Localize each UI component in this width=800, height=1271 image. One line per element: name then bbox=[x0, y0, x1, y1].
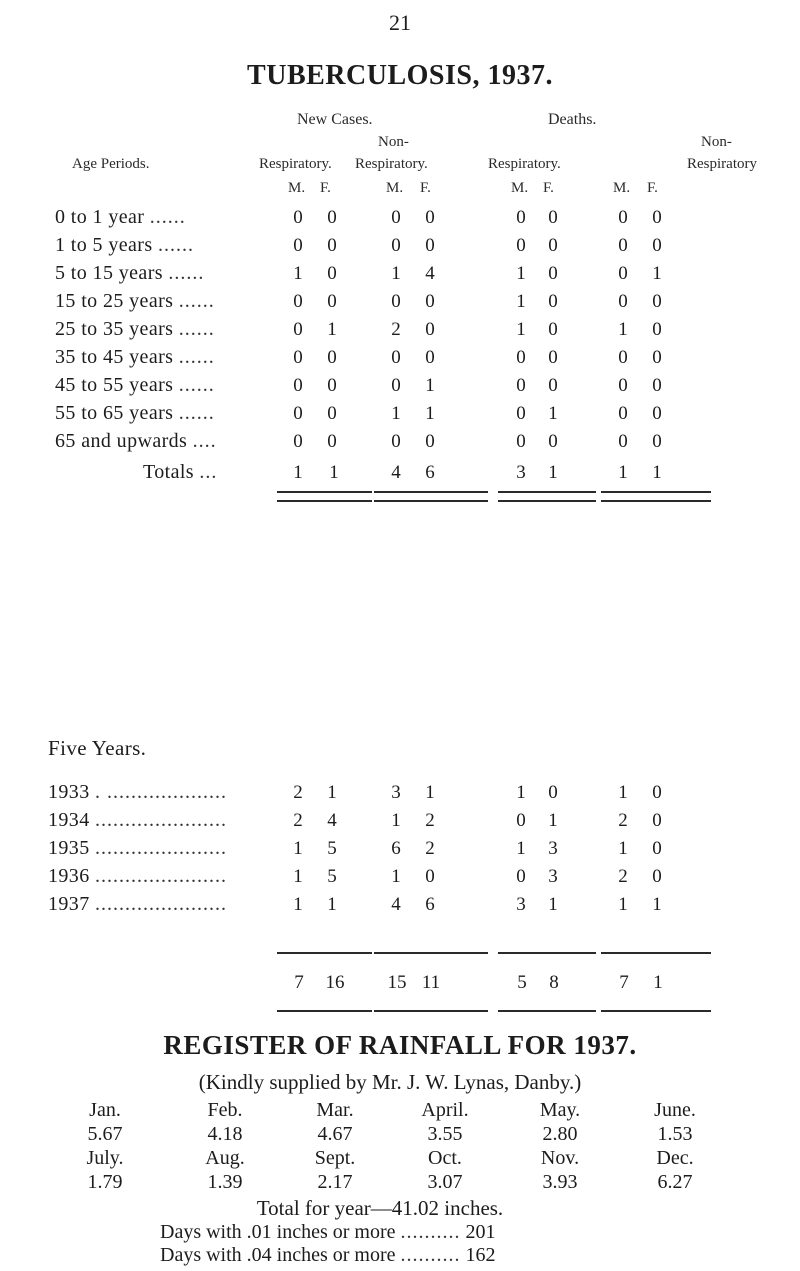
rainfall-credit: (Kindly supplied by Mr. J. W. Lynas, Danby.) bbox=[198, 1070, 582, 1094]
five-year-cell: 1 bbox=[548, 894, 558, 915]
five-years-total-cell: 15 bbox=[387, 972, 407, 993]
days-01-label: Days with .01 inches or more bbox=[160, 1221, 396, 1243]
rainfall-value: 3.07 bbox=[427, 1171, 463, 1193]
age-period-cell: 0 bbox=[548, 291, 558, 312]
five-year-cell: 2 bbox=[618, 866, 628, 887]
five-year-cell: 0 bbox=[548, 782, 558, 803]
age-period-cell: 0 bbox=[618, 347, 628, 368]
days-04-row bbox=[160, 1245, 496, 1265]
rainfall-title: REGISTER OF RAINFALL FOR 1937. bbox=[163, 1030, 637, 1060]
five-year-cell: 1 bbox=[652, 894, 662, 915]
age-period-cell: 1 bbox=[548, 403, 558, 424]
age-period-cell: 0 bbox=[548, 235, 558, 256]
five-years-total-cell: 16 bbox=[325, 972, 345, 993]
age-period-cell: 0 bbox=[548, 207, 558, 228]
age-period-dots: ...... bbox=[157, 234, 194, 256]
age-period-label bbox=[55, 207, 186, 227]
five-year-label bbox=[48, 782, 227, 802]
rainfall-value: 2.80 bbox=[542, 1123, 578, 1145]
age-period-cell: 0 bbox=[327, 291, 337, 312]
five-year-cell: 3 bbox=[548, 866, 558, 887]
age-period-cell: 0 bbox=[652, 207, 662, 228]
rainfall-month: Dec. bbox=[656, 1147, 694, 1169]
rule-deaths-resp bbox=[498, 500, 596, 502]
five-year-cell: 0 bbox=[652, 866, 662, 887]
age-period-cell: 0 bbox=[327, 347, 337, 368]
five-year-dots: ...................... bbox=[95, 809, 228, 831]
age-period-dots: ...... bbox=[178, 318, 215, 340]
age-period-cell: 0 bbox=[293, 375, 303, 396]
age-period-cell: 0 bbox=[516, 375, 526, 396]
five-year-cell: 2 bbox=[293, 810, 303, 831]
five-years-total-cell: 8 bbox=[549, 972, 559, 993]
rainfall-value: 1.79 bbox=[87, 1171, 123, 1193]
page-number: 21 bbox=[389, 10, 411, 35]
age-period-cell: 0 bbox=[618, 403, 628, 424]
five-year-dots: ...................... bbox=[95, 865, 228, 887]
age-period-cell: 0 bbox=[652, 319, 662, 340]
age-period-label bbox=[55, 403, 215, 423]
age-period-label-text: 45 to 55 years bbox=[55, 374, 174, 396]
five-year-label-text: 1935 bbox=[48, 837, 90, 859]
five-years-total-cell: 7 bbox=[619, 972, 629, 993]
age-period-cell: 0 bbox=[425, 347, 435, 368]
rainfall-month: Jan. bbox=[89, 1099, 121, 1121]
age-period-cell: 0 bbox=[391, 375, 401, 396]
five-year-cell: 1 bbox=[618, 894, 628, 915]
header-f: F. bbox=[647, 180, 658, 196]
age-period-label-text: 0 to 1 year bbox=[55, 206, 145, 228]
five-years-heading: Five Years. bbox=[48, 736, 147, 760]
age-period-label bbox=[55, 263, 204, 283]
header-respiratory-1: Respiratory. bbox=[259, 156, 332, 172]
rainfall-month: Sept. bbox=[314, 1147, 356, 1169]
header-f: F. bbox=[543, 180, 554, 196]
header-deaths: Deaths. bbox=[548, 111, 597, 128]
age-period-cell: 0 bbox=[548, 263, 558, 284]
age-period-cell: 1 bbox=[516, 263, 526, 284]
age-period-cell: 0 bbox=[652, 291, 662, 312]
age-period-cell: 0 bbox=[293, 319, 303, 340]
five-year-cell: 1 bbox=[618, 838, 628, 859]
five-year-cell: 2 bbox=[293, 782, 303, 803]
five-year-label-text: 1936 bbox=[48, 865, 90, 887]
five-years-total-cell: 1 bbox=[653, 972, 663, 993]
age-period-cell: 0 bbox=[425, 431, 435, 452]
rainfall-value: 5.67 bbox=[87, 1123, 123, 1145]
five-year-cell: 1 bbox=[516, 782, 526, 803]
age-period-cell: 0 bbox=[548, 319, 558, 340]
age-period-cell: 0 bbox=[548, 347, 558, 368]
age-period-cell: 0 bbox=[327, 431, 337, 452]
days-01-row bbox=[160, 1222, 496, 1242]
rule-fy-2 bbox=[374, 952, 488, 954]
five-year-cell: 1 bbox=[548, 810, 558, 831]
rainfall-month: June. bbox=[654, 1099, 696, 1121]
rainfall-value: 4.67 bbox=[317, 1123, 353, 1145]
five-year-cell: 0 bbox=[652, 782, 662, 803]
age-period-cell: 0 bbox=[548, 375, 558, 396]
days-04-label: Days with .04 inches or more bbox=[160, 1244, 396, 1266]
totals-cell: 1 bbox=[548, 462, 558, 483]
age-period-cell: 0 bbox=[327, 263, 337, 284]
rule-new-nonresp bbox=[374, 500, 488, 502]
five-year-cell: 2 bbox=[425, 810, 435, 831]
age-period-cell: 1 bbox=[425, 403, 435, 424]
rainfall-total: Total for year—41.02 inches. bbox=[256, 1196, 504, 1220]
five-year-cell: 3 bbox=[516, 894, 526, 915]
five-year-cell: 0 bbox=[652, 810, 662, 831]
age-period-cell: 0 bbox=[516, 207, 526, 228]
five-year-cell: 0 bbox=[516, 810, 526, 831]
five-year-cell: 3 bbox=[391, 782, 401, 803]
five-year-label-text: 1937 bbox=[48, 893, 90, 915]
rainfall-value: 3.93 bbox=[542, 1171, 578, 1193]
age-period-cell: 4 bbox=[425, 263, 435, 284]
header-respiratory-4: Respiratory bbox=[687, 156, 757, 172]
totals-label-text: Totals bbox=[143, 461, 194, 483]
age-period-cell: 0 bbox=[618, 291, 628, 312]
five-year-cell: 0 bbox=[652, 838, 662, 859]
five-year-cell: 3 bbox=[548, 838, 558, 859]
age-period-cell: 0 bbox=[293, 403, 303, 424]
totals-cell: 1 bbox=[329, 462, 339, 483]
rainfall-month: Mar. bbox=[316, 1099, 354, 1121]
five-year-cell: 5 bbox=[327, 838, 337, 859]
header-respiratory-3: Respiratory. bbox=[488, 156, 561, 172]
five-year-cell: 1 bbox=[391, 866, 401, 887]
header-new-cases: New Cases. bbox=[297, 111, 373, 128]
five-year-label bbox=[48, 810, 227, 830]
five-year-cell: 1 bbox=[327, 894, 337, 915]
header-m: M. bbox=[613, 180, 631, 196]
age-period-cell: 0 bbox=[425, 207, 435, 228]
age-period-cell: 0 bbox=[618, 207, 628, 228]
five-year-cell: 2 bbox=[425, 838, 435, 859]
rainfall-month: Nov. bbox=[540, 1147, 580, 1169]
age-period-dots: ...... bbox=[168, 262, 205, 284]
days-04-dots: .......... bbox=[400, 1244, 461, 1266]
age-period-cell: 0 bbox=[516, 403, 526, 424]
rule-fy-bottom-3 bbox=[498, 1010, 596, 1012]
age-period-cell: 0 bbox=[293, 291, 303, 312]
age-period-label-text: 5 to 15 years bbox=[55, 262, 163, 284]
five-year-cell: 1 bbox=[293, 866, 303, 887]
age-period-cell: 0 bbox=[293, 347, 303, 368]
totals-cell: 1 bbox=[652, 462, 662, 483]
age-period-cell: 1 bbox=[293, 263, 303, 284]
five-years-total-cell: 7 bbox=[294, 972, 304, 993]
age-period-cell: 1 bbox=[391, 403, 401, 424]
tuberculosis-title: TUBERCULOSIS, 1937. bbox=[247, 60, 553, 91]
header-age-periods: Age Periods. bbox=[72, 156, 150, 172]
header-non-1: Non- bbox=[378, 134, 409, 150]
rainfall-value: 1.39 bbox=[207, 1171, 243, 1193]
age-period-cell: 0 bbox=[618, 431, 628, 452]
age-period-cell: 0 bbox=[391, 235, 401, 256]
age-period-label-text: 1 to 5 years bbox=[55, 234, 153, 256]
age-period-cell: 0 bbox=[516, 347, 526, 368]
age-period-label-text: 25 to 35 years bbox=[55, 318, 174, 340]
totals-cell: 3 bbox=[516, 462, 526, 483]
days-01-value: 201 bbox=[465, 1221, 496, 1243]
five-year-label bbox=[48, 894, 227, 914]
rule-new-resp bbox=[277, 500, 372, 502]
age-period-cell: 0 bbox=[652, 347, 662, 368]
age-period-cell: 1 bbox=[516, 319, 526, 340]
five-year-dots: ...................... bbox=[95, 837, 228, 859]
rainfall-month: April. bbox=[421, 1099, 469, 1121]
age-period-cell: 0 bbox=[391, 431, 401, 452]
five-year-cell: 1 bbox=[293, 894, 303, 915]
five-year-cell: 1 bbox=[425, 782, 435, 803]
rainfall-month: Oct. bbox=[428, 1147, 462, 1169]
age-period-cell: 0 bbox=[327, 207, 337, 228]
five-years-total-cell: 11 bbox=[421, 972, 441, 993]
five-year-cell: 1 bbox=[516, 838, 526, 859]
age-period-cell: 0 bbox=[618, 235, 628, 256]
five-year-cell: 1 bbox=[327, 782, 337, 803]
rainfall-month: Feb. bbox=[207, 1099, 243, 1121]
age-period-cell: 0 bbox=[652, 403, 662, 424]
age-period-label bbox=[55, 431, 217, 451]
age-period-cell: 1 bbox=[327, 319, 337, 340]
age-period-cell: 0 bbox=[391, 291, 401, 312]
five-year-dots: ...................... bbox=[95, 893, 228, 915]
age-period-cell: 1 bbox=[652, 263, 662, 284]
five-year-label-text: 1933 bbox=[48, 781, 90, 803]
rainfall-value: 2.17 bbox=[317, 1171, 353, 1193]
age-period-cell: 1 bbox=[391, 263, 401, 284]
age-period-cell: 1 bbox=[425, 375, 435, 396]
totals-cell: 4 bbox=[391, 462, 401, 483]
five-year-cell: 5 bbox=[327, 866, 337, 887]
rule-fy-bottom-1 bbox=[277, 1010, 372, 1012]
five-year-cell: 4 bbox=[327, 810, 337, 831]
rule-fy-bottom-2 bbox=[374, 1010, 488, 1012]
age-period-cell: 0 bbox=[327, 403, 337, 424]
age-period-label bbox=[55, 347, 215, 367]
five-year-label-text: 1934 bbox=[48, 809, 90, 831]
totals-cell: 6 bbox=[425, 462, 435, 483]
rule-totals bbox=[498, 491, 596, 493]
header-m: M. bbox=[511, 180, 529, 196]
rule-deaths-nonresp bbox=[601, 500, 711, 502]
age-period-cell: 0 bbox=[425, 291, 435, 312]
age-period-dots: ...... bbox=[178, 402, 215, 424]
rule-fy-bottom-4 bbox=[601, 1010, 711, 1012]
age-period-dots: .... bbox=[192, 430, 217, 452]
age-period-dots: ...... bbox=[178, 290, 215, 312]
age-period-label bbox=[55, 319, 215, 339]
age-period-cell: 0 bbox=[548, 431, 558, 452]
totals-dots: ... bbox=[199, 461, 218, 483]
rule-totals bbox=[374, 491, 488, 493]
rainfall-month: Aug. bbox=[205, 1147, 245, 1169]
age-period-cell: 1 bbox=[618, 319, 628, 340]
header-f: F. bbox=[320, 180, 331, 196]
age-period-cell: 0 bbox=[293, 235, 303, 256]
age-period-label-text: 55 to 65 years bbox=[55, 402, 174, 424]
rainfall-value: 1.53 bbox=[657, 1123, 693, 1145]
age-period-cell: 0 bbox=[618, 375, 628, 396]
age-period-dots: ...... bbox=[149, 206, 186, 228]
age-period-label-text: 65 and upwards bbox=[55, 430, 188, 452]
days-04-value: 162 bbox=[465, 1244, 496, 1266]
age-period-cell: 0 bbox=[425, 235, 435, 256]
header-non-2: Non- bbox=[701, 134, 732, 150]
five-year-cell: 0 bbox=[425, 866, 435, 887]
age-period-cell: 0 bbox=[516, 235, 526, 256]
five-year-label bbox=[48, 866, 227, 886]
age-period-cell: 0 bbox=[618, 263, 628, 284]
age-period-cell: 0 bbox=[391, 347, 401, 368]
rule-fy-3 bbox=[498, 952, 596, 954]
five-year-label bbox=[48, 838, 227, 858]
header-m: M. bbox=[386, 180, 404, 196]
age-period-dots: ...... bbox=[178, 374, 215, 396]
days-01-dots: .......... bbox=[400, 1221, 461, 1243]
rule-fy-1 bbox=[277, 952, 372, 954]
age-period-label bbox=[55, 235, 194, 255]
header-m: M. bbox=[288, 180, 306, 196]
age-period-cell: 0 bbox=[293, 431, 303, 452]
totals-label bbox=[143, 462, 217, 482]
totals-cell: 1 bbox=[618, 462, 628, 483]
five-year-cell: 1 bbox=[293, 838, 303, 859]
rule-fy-4 bbox=[601, 952, 711, 954]
age-period-cell: 0 bbox=[293, 207, 303, 228]
rainfall-month: May. bbox=[539, 1099, 581, 1121]
five-year-cell: 2 bbox=[618, 810, 628, 831]
age-period-label-text: 35 to 45 years bbox=[55, 346, 174, 368]
age-period-dots: ...... bbox=[178, 346, 215, 368]
totals-cell: 1 bbox=[293, 462, 303, 483]
age-period-cell: 0 bbox=[425, 319, 435, 340]
age-period-cell: 0 bbox=[327, 235, 337, 256]
five-year-cell: 6 bbox=[425, 894, 435, 915]
age-period-label-text: 15 to 25 years bbox=[55, 290, 174, 312]
age-period-cell: 0 bbox=[652, 431, 662, 452]
five-year-cell: 1 bbox=[391, 810, 401, 831]
age-period-label bbox=[55, 375, 215, 395]
rainfall-month: July. bbox=[86, 1147, 124, 1169]
rule-totals bbox=[601, 491, 711, 493]
age-period-cell: 2 bbox=[391, 319, 401, 340]
age-period-cell: 1 bbox=[516, 291, 526, 312]
five-year-cell: 6 bbox=[391, 838, 401, 859]
age-period-label bbox=[55, 291, 215, 311]
five-years-total-cell: 5 bbox=[517, 972, 527, 993]
age-period-cell: 0 bbox=[516, 431, 526, 452]
age-period-cell: 0 bbox=[327, 375, 337, 396]
five-year-cell: 1 bbox=[618, 782, 628, 803]
rule-totals bbox=[277, 491, 372, 493]
header-respiratory-2: Respiratory. bbox=[355, 156, 428, 172]
five-year-dots: . .................... bbox=[95, 781, 228, 803]
age-period-cell: 0 bbox=[652, 375, 662, 396]
age-period-cell: 0 bbox=[391, 207, 401, 228]
rainfall-value: 4.18 bbox=[207, 1123, 243, 1145]
five-year-cell: 0 bbox=[516, 866, 526, 887]
rainfall-value: 3.55 bbox=[427, 1123, 463, 1145]
rainfall-value: 6.27 bbox=[657, 1171, 693, 1193]
age-period-cell: 0 bbox=[652, 235, 662, 256]
header-f: F. bbox=[420, 180, 431, 196]
five-year-cell: 4 bbox=[391, 894, 401, 915]
